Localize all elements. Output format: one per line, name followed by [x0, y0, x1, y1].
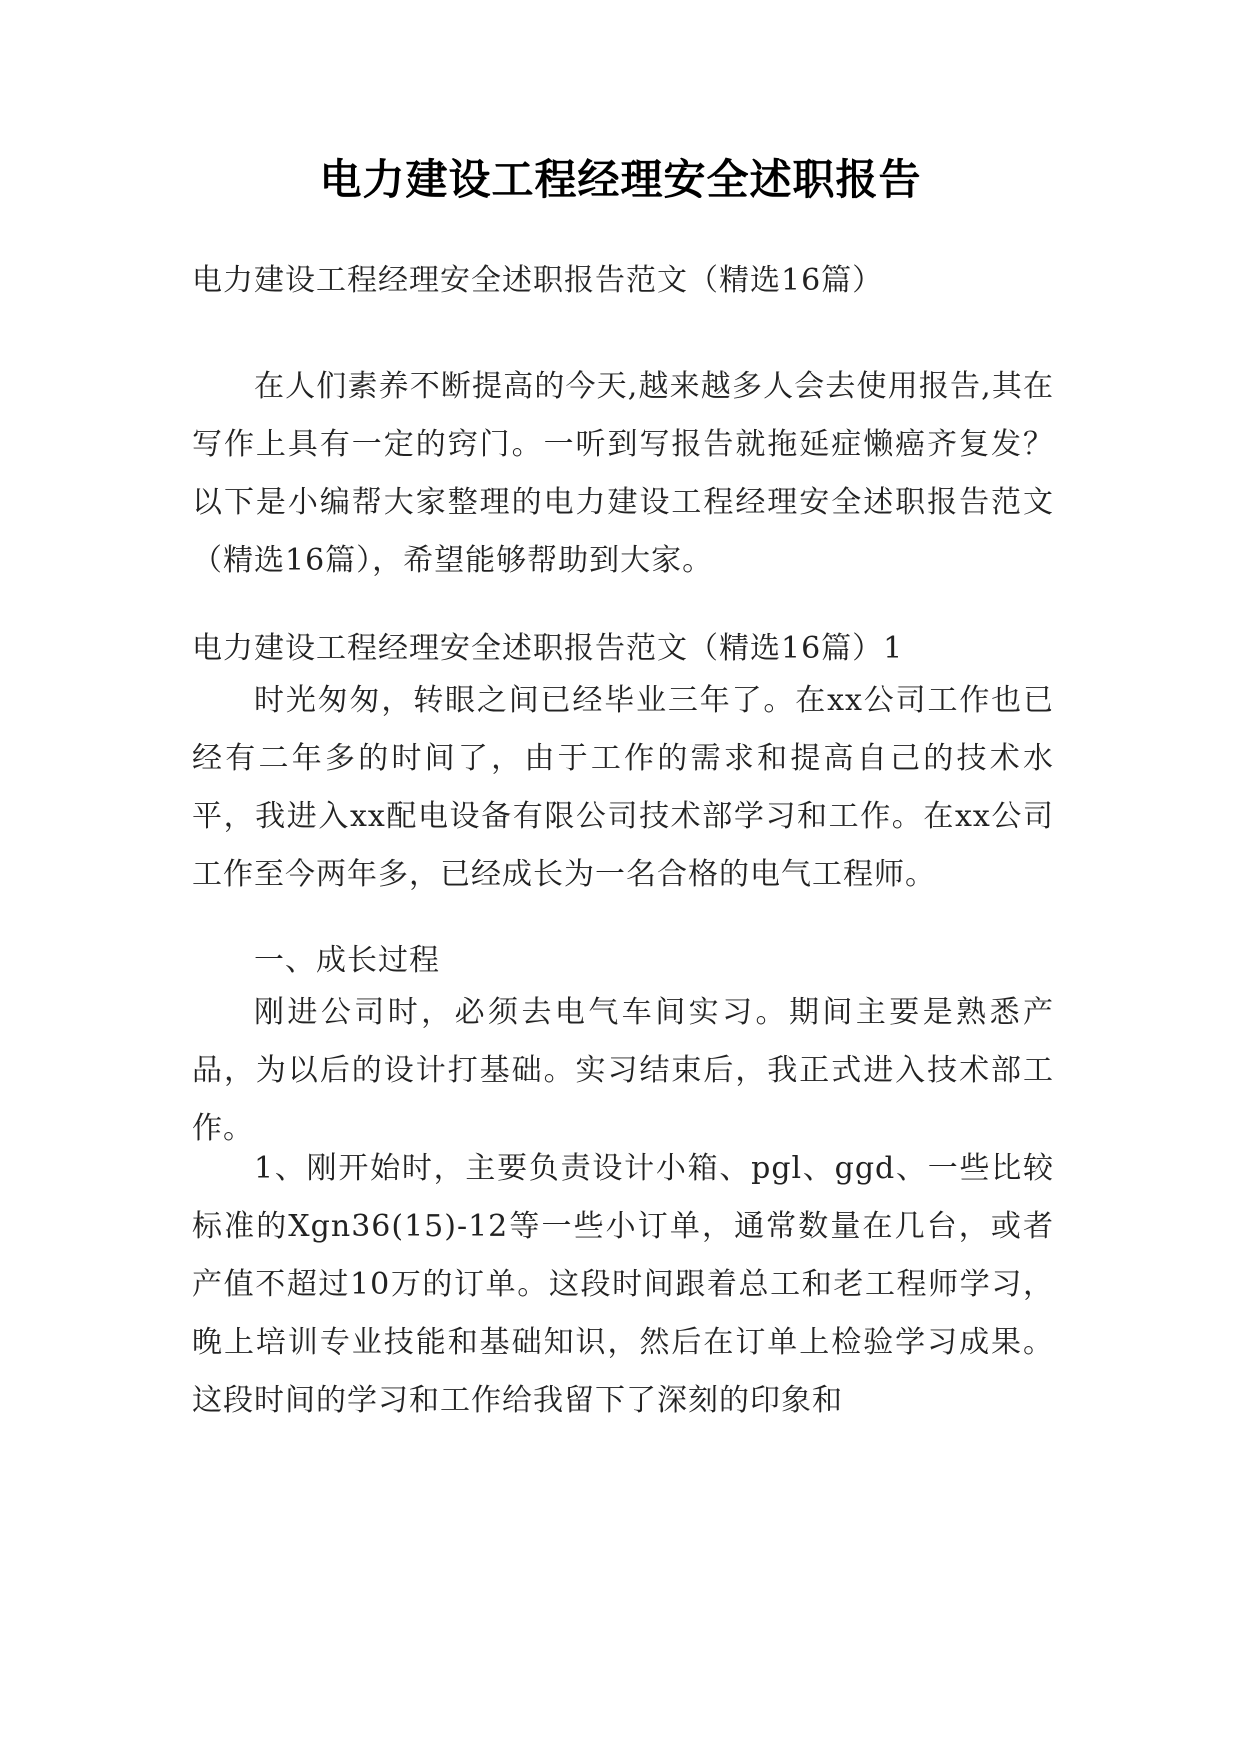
body-paragraph-1: [192, 672, 1054, 904]
paragraph-text: 1、刚开始时，主要负责设计小箱、pgl、ggd、一些比较标准的Xgn36(15)-12等一些小订单，通常数量在几台，或者产值不超过10万的订单。这段时间跟着总工和老工程师学习，晚上培训专业技能和基础知识，然后在订单上检验学习成果。这段时间的学习和工作给我留下了深刻的印象和: [192, 1151, 1054, 1418]
body-paragraph-3: [192, 1140, 1054, 1430]
document-subtitle: 电力建设工程经理安全述职报告范文（精选16篇）: [192, 263, 884, 298]
document-title: 电力建设工程经理安全述职报告: [319, 155, 922, 204]
intro-paragraph: [192, 358, 1054, 590]
paragraph-text: 时光匆匆，转眼之间已经毕业三年了。在xx公司工作也已经有二年多的时间了，由于工作的需求和提高自己的技术水平，我进入xx配电设备有限公司技术部学习和工作。在xx公司工作至今两年多，已经成长为一名合格的电气工程师。: [192, 683, 1054, 892]
subheading-growth: [192, 932, 1054, 990]
intro-text: 在人们素养不断提高的今天,越来越多人会去使用报告,其在写作上具有一定的窍门。一听到写报告就拖延症懒癌齐复发？以下是小编帮大家整理的电力建设工程经理安全述职报告范文（精选16篇），希望能够帮助到大家。: [192, 369, 1054, 578]
subheading-text: 一、成长过程: [254, 943, 440, 978]
section-heading: 电力建设工程经理安全述职报告范文（精选16篇）1: [192, 631, 904, 666]
paragraph-text: 刚进公司时，必须去电气车间实习。期间主要是熟悉产品，为以后的设计打基础。实习结束后，我正式进入技术部工作。: [192, 995, 1054, 1146]
body-paragraph-2: [192, 984, 1054, 1158]
